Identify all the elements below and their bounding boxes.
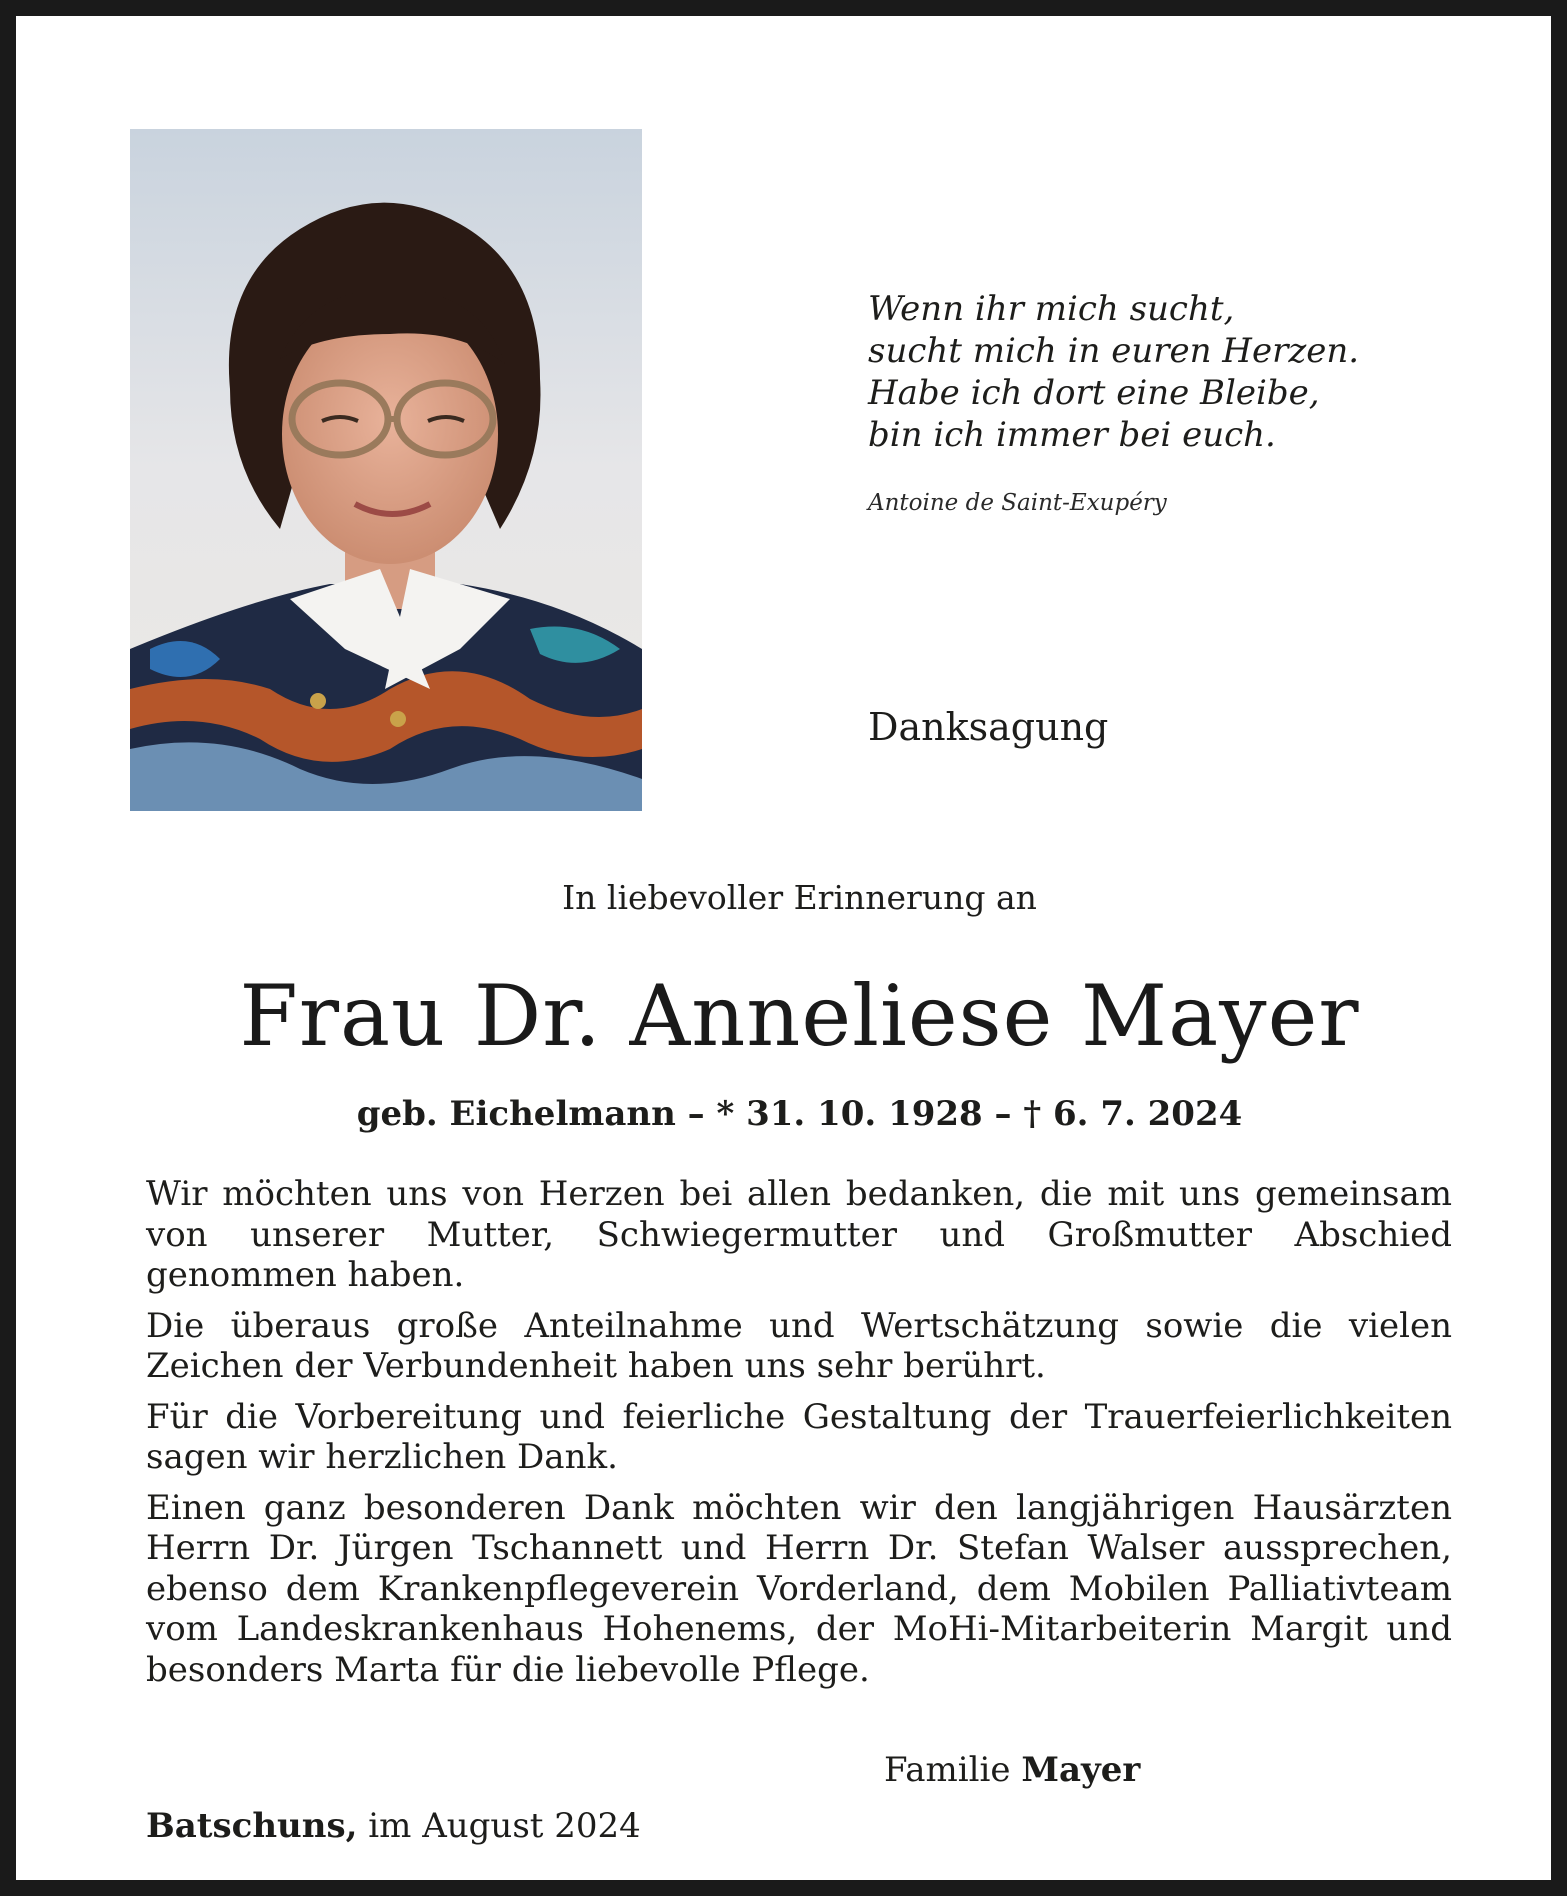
- place-date: im August 2024: [368, 1806, 641, 1846]
- portrait-photo: [130, 129, 642, 811]
- thank-you-text: [146, 1174, 1452, 1700]
- paragraph: Einen ganz besonderen Dank möchten wir den langjährigen Hausärzten Herrn Dr. Jürgen Tschannett und Herrn Dr. Stefan Walser aussprechen, ebenso dem Krankenpflegeverein Vorderland, dem Mobilen Palliativteam vom Landeskrankenhaus Hohenems, der MoHi-Mitarbeiterin Margit und besonders Marta für die liebevolle Pflege.: [146, 1487, 1452, 1690]
- deceased-name: Frau Dr. Anneliese Mayer: [239, 967, 1360, 1065]
- place-and-date: [146, 1806, 641, 1846]
- signature-family-name: Mayer: [1021, 1750, 1141, 1790]
- quote-line: bin ich immer bei euch.: [868, 415, 1276, 455]
- paragraph: Die überaus große Anteilnahme und Wertschätzung sowie die vielen Zeichen der Verbundenheit haben uns sehr berührt.: [146, 1305, 1452, 1386]
- paragraph: Wir möchten uns von Herzen bei allen bedanken, die mit uns gemeinsam von unserer Mutter, Schwiegermutter und Großmutter Abschied genommen haben.: [146, 1174, 1452, 1295]
- quote-line: Wenn ihr mich sucht,: [868, 289, 1235, 329]
- quote-line: sucht mich in euren Herzen.: [868, 331, 1360, 371]
- portrait-illustration: [130, 129, 642, 811]
- birth-death-dates: geb. Eichelmann – * 31. 10. 1928 – † 6. 7. 2024: [356, 1094, 1243, 1134]
- family-signature: [884, 1750, 1140, 1790]
- heading-danksagung: Danksagung: [868, 705, 1109, 749]
- quote-block: [868, 288, 1359, 456]
- quote-author: Antoine de Saint-Exupéry: [868, 490, 1167, 516]
- memory-line: In liebevoller Erinnerung an: [562, 878, 1037, 917]
- signature-prefix: Familie: [884, 1750, 1011, 1790]
- paragraph: Für die Vorbereitung und feierliche Gestaltung der Trauerfeierlichkeiten sagen wir herzlichen Dank.: [146, 1396, 1452, 1477]
- place-town: Batschuns,: [146, 1806, 358, 1846]
- quote-line: Habe ich dort eine Bleibe,: [868, 373, 1320, 413]
